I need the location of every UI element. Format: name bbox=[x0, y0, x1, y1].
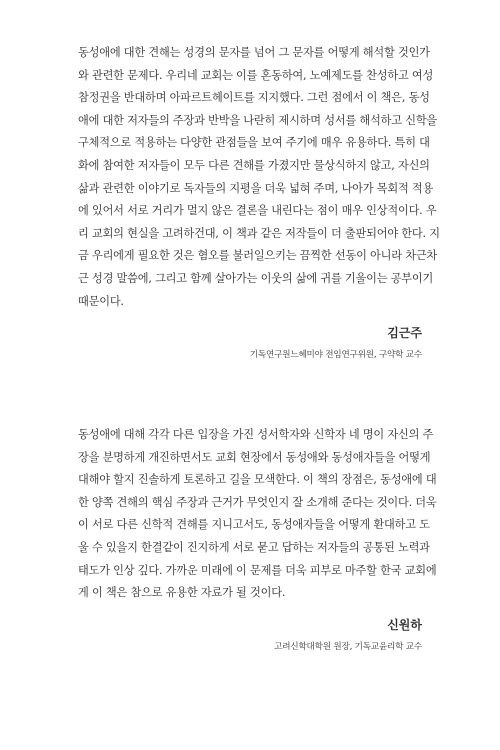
body-line: 태도가 인상 깊다. 가까운 미래에 이 문제를 더욱 피부로 마주할 한국 교회에 bbox=[78, 563, 437, 577]
endorsement-body bbox=[78, 424, 437, 605]
author-title: 고려신학대학원 원장, 기독교윤리학 교수 bbox=[274, 641, 422, 652]
body-line: 이 서로 다른 신학적 견해를 지니고서도, 동성애자들을 어떻게 환대하고 도 bbox=[78, 518, 430, 532]
body-line: 금 우리에게 필요한 것은 혐오를 불러일으키는 끔찍한 선동이 아니라 차근차 bbox=[78, 249, 438, 263]
body-line: 화에 참여한 저자들이 모두 다른 견해를 가졌지만 물상식하지 않고, 자신의 bbox=[78, 158, 430, 172]
body-line: 에 있어서 서로 거리가 멀지 않은 결론을 내린다는 점이 매우 인상적이다. 우 bbox=[78, 204, 437, 218]
body-line: 울 수 있을지 한결같이 진지하게 서로 묻고 답하는 저자들의 공통된 노력과 bbox=[78, 540, 430, 554]
body-line: 와 관련한 문제다. 우리네 교회는 이를 혼동하여, 노예제도를 찬성하고 여성 bbox=[78, 68, 434, 82]
author-name: 김근주 bbox=[387, 326, 422, 341]
body-line: 게 이 책은 참으로 유용한 자료가 될 것이다. bbox=[78, 586, 286, 600]
author-name: 신원하 bbox=[387, 617, 422, 632]
body-line: 때문이다. bbox=[78, 294, 124, 308]
body-line: 동성애에 대해 각각 다른 입장을 가진 성서학자와 신학자 네 명이 자신의 주 bbox=[78, 428, 434, 441]
endorsement-2 bbox=[78, 424, 437, 655]
body-line: 삶과 관련한 이야기로 독자들의 지평을 더욱 넓혀 주며, 나아가 목회적 적용 bbox=[78, 181, 434, 195]
body-line: 장을 분명하게 개진하면서도 교회 현장에서 동성애와 동성애자들을 어떻게 bbox=[78, 450, 431, 464]
body-line: 참정권을 반대하며 아파르트헤이트를 지지했다. 그런 점에서 이 책은, 동성 bbox=[78, 91, 430, 105]
body-line: 리 교회의 현실을 고려하건대, 이 책과 같은 저작들이 더 출판되어야 한다. 지 bbox=[78, 226, 440, 240]
endorsement-1 bbox=[78, 42, 440, 363]
body-line: 애에 대한 저자들의 주장과 반박을 나란히 제시하며 성서를 해석하고 신학을 bbox=[78, 113, 438, 127]
body-line: 한 양쪽 견해의 핵심 주장과 근거가 무엇인지 잘 소개해 준다는 것이다. 더욱 bbox=[78, 495, 437, 509]
body-line: 근 성경 말씀에, 그리고 함께 살아가는 이웃의 삶에 귀를 기울이는 공부이기 bbox=[78, 271, 434, 285]
body-line: 동성애에 대한 견해는 성경의 문자를 넘어 그 문자를 어떻게 해석할 것인가 bbox=[78, 46, 430, 59]
endorsement-body bbox=[78, 42, 440, 313]
body-line: 대해야 할지 진솔하게 토론하고 길을 모색한다. 이 책의 장점은, 동성애에 대 bbox=[78, 473, 437, 487]
body-line: 구체적으로 적용하는 다양한 관점들을 보여 주기에 매우 유용하다. 특히 대 bbox=[78, 136, 430, 150]
author-title: 기독연구원느헤미야 전임연구위원, 구약학 교수 bbox=[249, 350, 422, 361]
